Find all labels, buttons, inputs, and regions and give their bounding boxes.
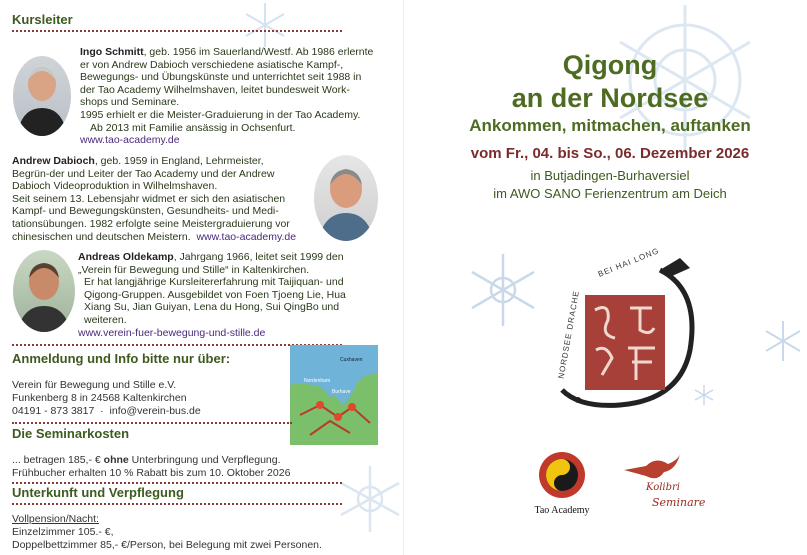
kosten-heading: Die Seminarkosten [12, 426, 130, 441]
logo-caption: Seminare [652, 496, 706, 509]
unterkunft-block: Vollpension/Nacht: Einzelzimmer 105.- €, Doppelbettzimmer 85,- €/Person, bei Belegung mit zwei Personen. [12, 513, 322, 551]
map-label: Nordenham [304, 378, 331, 384]
snowflake-icon [468, 250, 538, 330]
event-date: vom Fr., 04. bis So., 06. Dezember 2026 [470, 145, 750, 162]
section-divider [12, 503, 342, 505]
title-line-2: an der Nordsee [511, 83, 709, 113]
avatar-ingo-schmitt [13, 56, 71, 136]
location-line-1: in Butjadingen-Burhaversiel [530, 168, 690, 183]
kolibri-logo [622, 452, 706, 518]
tao-academy-logo [522, 450, 602, 522]
logo-caption: Tao Academy [534, 505, 590, 516]
snowflake-icon [760, 318, 806, 364]
avatar-andrew-dabioch [314, 155, 378, 241]
unterkunft-heading: Unterkunft und Verpflegung [12, 485, 184, 500]
section-divider [12, 30, 342, 32]
dragon-seal-logo [540, 240, 710, 420]
subtitle: Ankommen, mitmachen, auftanken [469, 116, 751, 135]
location-map [290, 345, 378, 445]
anmeldung-heading: Anmeldung und Info bitte nur über: [12, 351, 231, 366]
kosten-block: ... betragen 185,- € ohne Unterbringung und Verpflegung. Frühbucher erhalten 10 % Rabatt bis zum 10. Oktober 2026 [12, 454, 291, 479]
snowflake-icon [333, 462, 407, 536]
map-label: Burhave [332, 389, 351, 395]
map-label: Cuxhaven [340, 357, 363, 363]
bio-andrew-dabioch: Andrew Dabioch, geb. 1959 in England, Lehrmeister, Begrün-der und Leiter der Tao Academy und der Andrew Dabioch Videoproduktion in Wilhelmshaven. Seit seinem 13. Lebensjahr widmet er sich den asiatischen Kampf- und Bewegungskünsten, Gesundheits- und Medi- tationsübungen. 1982 erfolgte seine Meistergraduierung vor chinesischen und deutschen Meistern. www.tao-academy.de [12, 155, 297, 243]
bio-name: Ingo Schmitt [80, 46, 144, 58]
section-divider [12, 422, 292, 424]
bio-name: Andrew Dabioch [12, 155, 95, 167]
email-link[interactable]: info@verein-bus.de [109, 405, 201, 417]
bio-andreas-oldekamp: Andreas Oldekamp, Jahrgang 1966, leitet seit 1999 den „Verein für Bewegung und Stille“ in Kaltenkirchen. Er hat langjährige Kursleitererfahrung mit Taijiquan- und Qigong-Gruppen. Ausgebildet von Foen Tjoeng Lie, Hua Xiang Su, Jian Guiyan, Lena du Hong, Sui QingBo und weiteren. www.verein-fuer-bewegung-und-stille.de [78, 251, 346, 339]
website-link[interactable]: www.verein-fuer-bewegung-und-stille.de [78, 326, 266, 339]
website-link[interactable]: www.tao-academy.de [80, 134, 180, 147]
bio-ingo-schmitt: Ingo Schmitt, geb. 1956 im Sauerland/Westf. Ab 1986 erlernte er von Andrew Dabioch verschiedene asiatische Kampf-, Bewegungs- und Übungskünste und unterrichtet seit 1988 in der Tao Academy Wilhelmshaven, leitet bundesweit Work- shops und Seminare. 1995 erhielt er die Meister-Graduierung in der Tao Academy. Ab 2013 mit Familie ansässig in Ochsenfurt. www.tao-academy.de [80, 46, 374, 147]
contact-block: Verein für Bewegung und Stille e.V. Funkenberg 8 in 24568 Kaltenkirchen 04191 - 873 3817 · info@verein-bus.de [12, 379, 201, 417]
location-line-2: im AWO SANO Ferienzentrum am Deich [493, 186, 727, 201]
section-divider [12, 482, 342, 484]
seal-text: BEI HAI LONG [596, 246, 661, 279]
kursleiter-heading: Kursleiter [12, 12, 73, 27]
seal-text: NORDSEE DRACHE [556, 289, 581, 380]
snowflake-icon [240, 0, 290, 50]
logo-caption: Kolibri [646, 482, 680, 493]
avatar-andreas-oldekamp [13, 250, 75, 332]
title-line-1: Qigong [562, 50, 658, 80]
website-link[interactable]: www.tao-academy.de [196, 230, 297, 243]
bio-name: Andreas Oldekamp [78, 251, 174, 263]
